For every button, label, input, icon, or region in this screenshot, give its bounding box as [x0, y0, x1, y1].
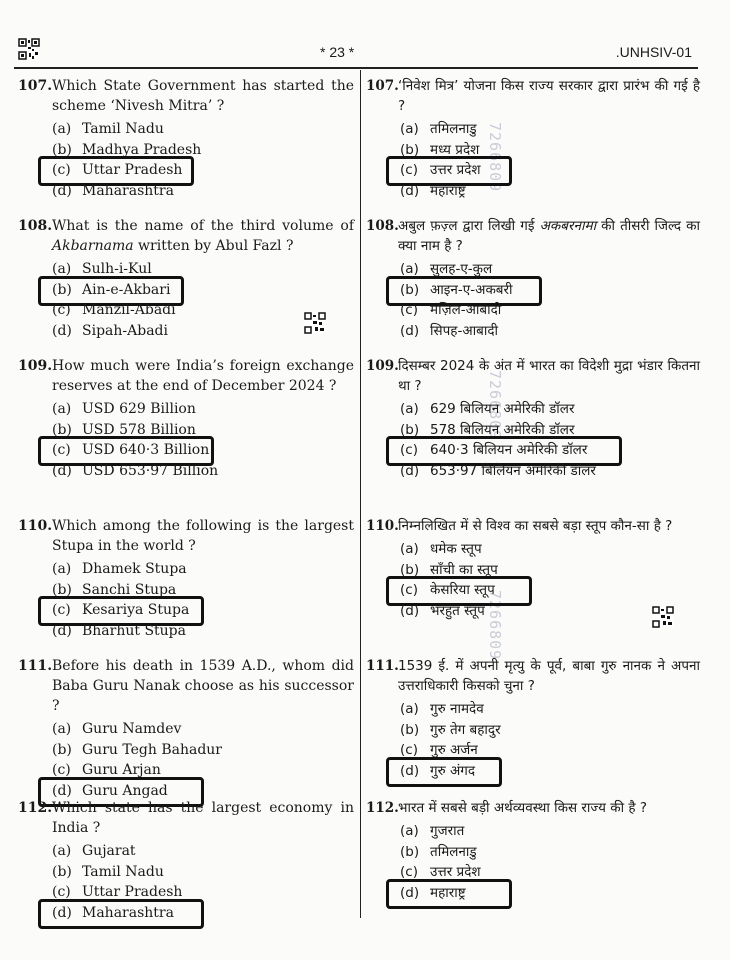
question-stem: [18, 356, 354, 396]
option-text: गुरु नामदेव: [430, 701, 484, 718]
watermark: 7266809: [486, 590, 504, 661]
option-key: (b): [400, 421, 420, 438]
option-list: [52, 841, 354, 923]
qr-code-icon: [18, 38, 40, 60]
option-list: [52, 259, 354, 341]
question-109-en: [18, 356, 354, 481]
option-text: Uttar Pradesh: [82, 162, 183, 179]
option-text: 653·97 बिलियन अमेरिकी डॉलर: [430, 462, 596, 479]
option-text: Gujarat: [82, 843, 136, 860]
question-110-hi: [366, 516, 700, 621]
answer-option: [52, 119, 354, 140]
option-key: (d): [400, 602, 420, 619]
option-key: (b): [400, 561, 420, 578]
option-text: Sipah-Abadi: [82, 322, 168, 339]
question-112-hi: [366, 798, 700, 903]
option-key: (c): [52, 442, 71, 459]
option-key: (c): [400, 442, 418, 459]
option-key: (a): [400, 541, 419, 558]
option-key: (c): [52, 762, 71, 779]
option-key: (d): [52, 182, 72, 199]
option-text: उत्तर प्रदेश: [430, 162, 481, 179]
marked-answer-option: [52, 903, 354, 924]
answer-option: [400, 699, 700, 720]
marked-answer-option: [400, 160, 700, 181]
answer-option: [400, 399, 700, 420]
option-text: तमिलनाडु: [430, 121, 477, 138]
option-text: Manzil-Abadi: [82, 302, 176, 319]
option-text: भरहुत स्तूप: [430, 602, 485, 619]
option-list: [400, 539, 700, 621]
answer-option: [400, 119, 700, 140]
question-number: 107.: [18, 78, 53, 94]
answer-option: [400, 601, 700, 622]
option-list: [400, 259, 700, 341]
option-key: (a): [400, 401, 419, 418]
answer-option: [52, 719, 354, 740]
option-key: (b): [400, 843, 420, 860]
option-key: (c): [52, 162, 71, 179]
option-text: USD 578 Billion: [82, 421, 196, 438]
marked-answer-option: [52, 280, 354, 301]
option-key: (a): [400, 261, 419, 278]
answer-option: [52, 559, 354, 580]
option-text: Dhamek Stupa: [82, 561, 187, 578]
option-text: Ain-e-Akbari: [82, 281, 171, 298]
question-text: Before his death in 1539 A.D., whom did Baba Guru Nanak choose as his successor ?: [52, 658, 354, 714]
option-text: Guru Angad: [82, 782, 168, 799]
question-stem: [366, 798, 700, 818]
option-key: (b): [52, 863, 72, 880]
question-text: What is the name of the third volume of Akbarnama written by Abul Fazl ?: [52, 218, 354, 254]
option-key: (d): [52, 622, 72, 639]
option-key: (c): [52, 602, 71, 619]
answer-option: [52, 621, 354, 642]
question-text: Which among the following is the largest Stupa in the world ?: [52, 518, 354, 554]
option-text: Tamil Nadu: [82, 121, 164, 138]
question-stem: [18, 216, 354, 256]
option-key: (d): [52, 322, 72, 339]
option-text: Tamil Nadu: [82, 863, 164, 880]
question-text: 1539 ई. में अपनी मृत्यु के पूर्व, बाबा गुरु नानक ने अपना उत्तराधिकारी किसको चुना ?: [398, 658, 700, 694]
question-text: Which State Government has started the scheme ‘Nivesh Mitra’ ?: [52, 78, 354, 114]
question-number: 108.: [366, 218, 399, 234]
option-key: (b): [52, 141, 72, 158]
option-text: महाराष्ट्र: [430, 884, 466, 901]
question-number: 109.: [366, 358, 399, 374]
question-text: निम्नलिखित में से विश्व का सबसे बड़ा स्तूप कौन-सा है ?: [398, 518, 673, 534]
option-text: Guru Namdev: [82, 721, 182, 738]
option-text: केसरिया स्तूप: [430, 582, 495, 599]
option-list: [52, 719, 354, 801]
watermark: 7266809: [486, 370, 504, 441]
question-text: ‘निवेश मित्र’ योजना किस राज्य सरकार द्वारा प्रारंभ की गई है ?: [398, 78, 700, 114]
option-text: Sulh-i-Kul: [82, 261, 152, 278]
option-key: (c): [52, 884, 71, 901]
question-stem: [18, 656, 354, 716]
question-107-en: [18, 76, 354, 201]
option-key: (a): [52, 121, 72, 138]
page-number: * 23 *: [320, 44, 355, 60]
option-list: [400, 699, 700, 781]
option-text: गुरु तेग बहादुर: [430, 721, 501, 738]
question-111-en: [18, 656, 354, 801]
answer-option: [52, 461, 354, 482]
option-key: (a): [52, 561, 72, 578]
marked-answer-option: [400, 440, 700, 461]
option-key: (a): [400, 121, 419, 138]
question-number: 107.: [366, 78, 399, 94]
question-stem: [366, 76, 700, 116]
question-stem: [366, 356, 700, 396]
option-text: Bharhut Stupa: [82, 622, 186, 639]
option-text: USD 653·97 Billion: [82, 462, 219, 479]
question-text: Which state has the largest economy in India ?: [52, 800, 354, 836]
option-text: सुलह-ए-कुल: [430, 261, 493, 278]
question-number: 108.: [18, 218, 53, 234]
option-key: (d): [400, 462, 420, 479]
option-key: (a): [52, 261, 72, 278]
option-text: USD 640·3 Billion: [82, 442, 210, 459]
option-text: तमिलनाडु: [430, 843, 477, 860]
option-text: सिपह-आबादी: [430, 322, 498, 339]
option-key: (d): [400, 762, 420, 779]
option-text: 578 बिलियन अमेरिकी डॉलर: [430, 421, 575, 438]
option-key: (d): [52, 904, 72, 921]
question-number: 112.: [18, 800, 53, 816]
marked-answer-option: [400, 580, 700, 601]
question-107-hi: [366, 76, 700, 201]
option-key: (c): [400, 864, 418, 881]
answer-option: [400, 842, 700, 863]
option-key: (a): [52, 843, 72, 860]
question-number: 110.: [366, 518, 399, 534]
option-text: Sanchi Stupa: [82, 581, 177, 598]
option-key: (b): [52, 741, 72, 758]
answer-option: [400, 300, 700, 321]
option-list: [52, 399, 354, 481]
option-key: (d): [400, 182, 420, 199]
option-text: Maharashtra: [82, 904, 174, 921]
answer-option: [52, 321, 354, 342]
option-key: (a): [52, 721, 72, 738]
question-110-en: [18, 516, 354, 641]
question-112-en: [18, 798, 354, 923]
option-key: (a): [52, 401, 72, 418]
marked-answer-option: [400, 761, 700, 782]
option-text: Guru Arjan: [82, 762, 161, 779]
option-list: [400, 821, 700, 903]
option-key: (c): [400, 162, 418, 179]
question-text: How much were India’s foreign exchange reserves at the end of December 2024 ?: [52, 358, 354, 394]
option-list: [52, 119, 354, 201]
answer-option: [400, 821, 700, 842]
option-text: साँची का स्तूप: [430, 561, 498, 578]
option-key: (d): [400, 884, 420, 901]
question-number: 109.: [18, 358, 53, 374]
option-key: (d): [52, 782, 72, 799]
option-key: (c): [400, 742, 418, 759]
option-key: (b): [52, 581, 72, 598]
answer-option: [400, 539, 700, 560]
answer-option: [400, 181, 700, 202]
option-text: 629 बिलियन अमेरिकी डॉलर: [430, 401, 575, 418]
option-text: उत्तर प्रदेश: [430, 864, 481, 881]
option-list: [400, 119, 700, 201]
watermark: 7266809: [486, 122, 504, 193]
question-108-en: [18, 216, 354, 341]
option-text: गुरु अर्जन: [430, 742, 478, 759]
option-key: (b): [400, 141, 420, 158]
answer-option: [52, 740, 354, 761]
answer-option: [52, 399, 354, 420]
question-text: अबुल फ़ज़्ल द्वारा लिखी गई अकबरनामा की तीसरी जिल्द का क्या नाम है ?: [398, 218, 700, 254]
question-stem: [18, 798, 354, 838]
question-text: दिसम्बर 2024 के अंत में भारत का विदेशी मुद्रा भंडार कितना था ?: [398, 358, 700, 394]
question-109-hi: [366, 356, 700, 481]
option-text: Madhya Pradesh: [82, 141, 202, 158]
question-number: 110.: [18, 518, 53, 534]
option-key: (c): [52, 302, 71, 319]
answer-option: [400, 461, 700, 482]
marked-answer-option: [52, 160, 354, 181]
option-key: (d): [400, 322, 420, 339]
question-stem: [366, 656, 700, 696]
answer-option: [52, 181, 354, 202]
option-key: (c): [400, 302, 418, 319]
question-number: 111.: [366, 658, 399, 674]
marked-answer-option: [52, 600, 354, 621]
option-text: मध्य प्रदेश: [430, 141, 480, 158]
option-text: धमेक स्तूप: [430, 541, 482, 558]
question-number: 111.: [18, 658, 53, 674]
marked-answer-option: [400, 883, 700, 904]
option-key: (c): [400, 582, 418, 599]
option-key: (b): [52, 421, 72, 438]
question-stem: [18, 516, 354, 556]
option-text: Maharashtra: [82, 182, 174, 199]
option-text: Kesariya Stupa: [82, 602, 190, 619]
option-text: महाराष्ट्र: [430, 182, 466, 199]
option-text: Guru Tegh Bahadur: [82, 741, 222, 758]
answer-option: [52, 300, 354, 321]
option-text: USD 629 Billion: [82, 401, 196, 418]
column-divider: [360, 70, 361, 918]
option-text: Uttar Pradesh: [82, 884, 183, 901]
option-key: (b): [400, 281, 420, 298]
option-key: (a): [400, 823, 419, 840]
question-number: 112.: [366, 800, 399, 816]
option-list: [52, 559, 354, 641]
option-key: (d): [52, 462, 72, 479]
option-key: (a): [400, 701, 419, 718]
option-key: (b): [52, 281, 72, 298]
question-stem: [18, 76, 354, 116]
paper-code: .UNHSIV-01: [615, 44, 692, 60]
header-divider: [14, 67, 698, 69]
option-text: मंज़िल-आबादी: [430, 302, 502, 319]
question-111-hi: [366, 656, 700, 781]
marked-answer-option: [52, 440, 354, 461]
option-key: (b): [400, 721, 420, 738]
option-text: 640·3 बिलियन अमेरिकी डॉलर: [430, 442, 588, 459]
question-108-hi: [366, 216, 700, 341]
answer-option: [52, 841, 354, 862]
option-text: आइन-ए-अकबरी: [430, 281, 513, 298]
answer-option: [52, 862, 354, 883]
answer-option: [400, 720, 700, 741]
option-text: गुजरात: [430, 823, 465, 840]
question-stem: [366, 516, 700, 536]
option-list: [400, 399, 700, 481]
question-text: भारत में सबसे बड़ी अर्थव्यवस्था किस राज्य की है ?: [398, 800, 648, 816]
option-text: गुरु अंगद: [430, 762, 476, 779]
marked-answer-option: [400, 280, 700, 301]
answer-option: [400, 321, 700, 342]
question-stem: [366, 216, 700, 256]
